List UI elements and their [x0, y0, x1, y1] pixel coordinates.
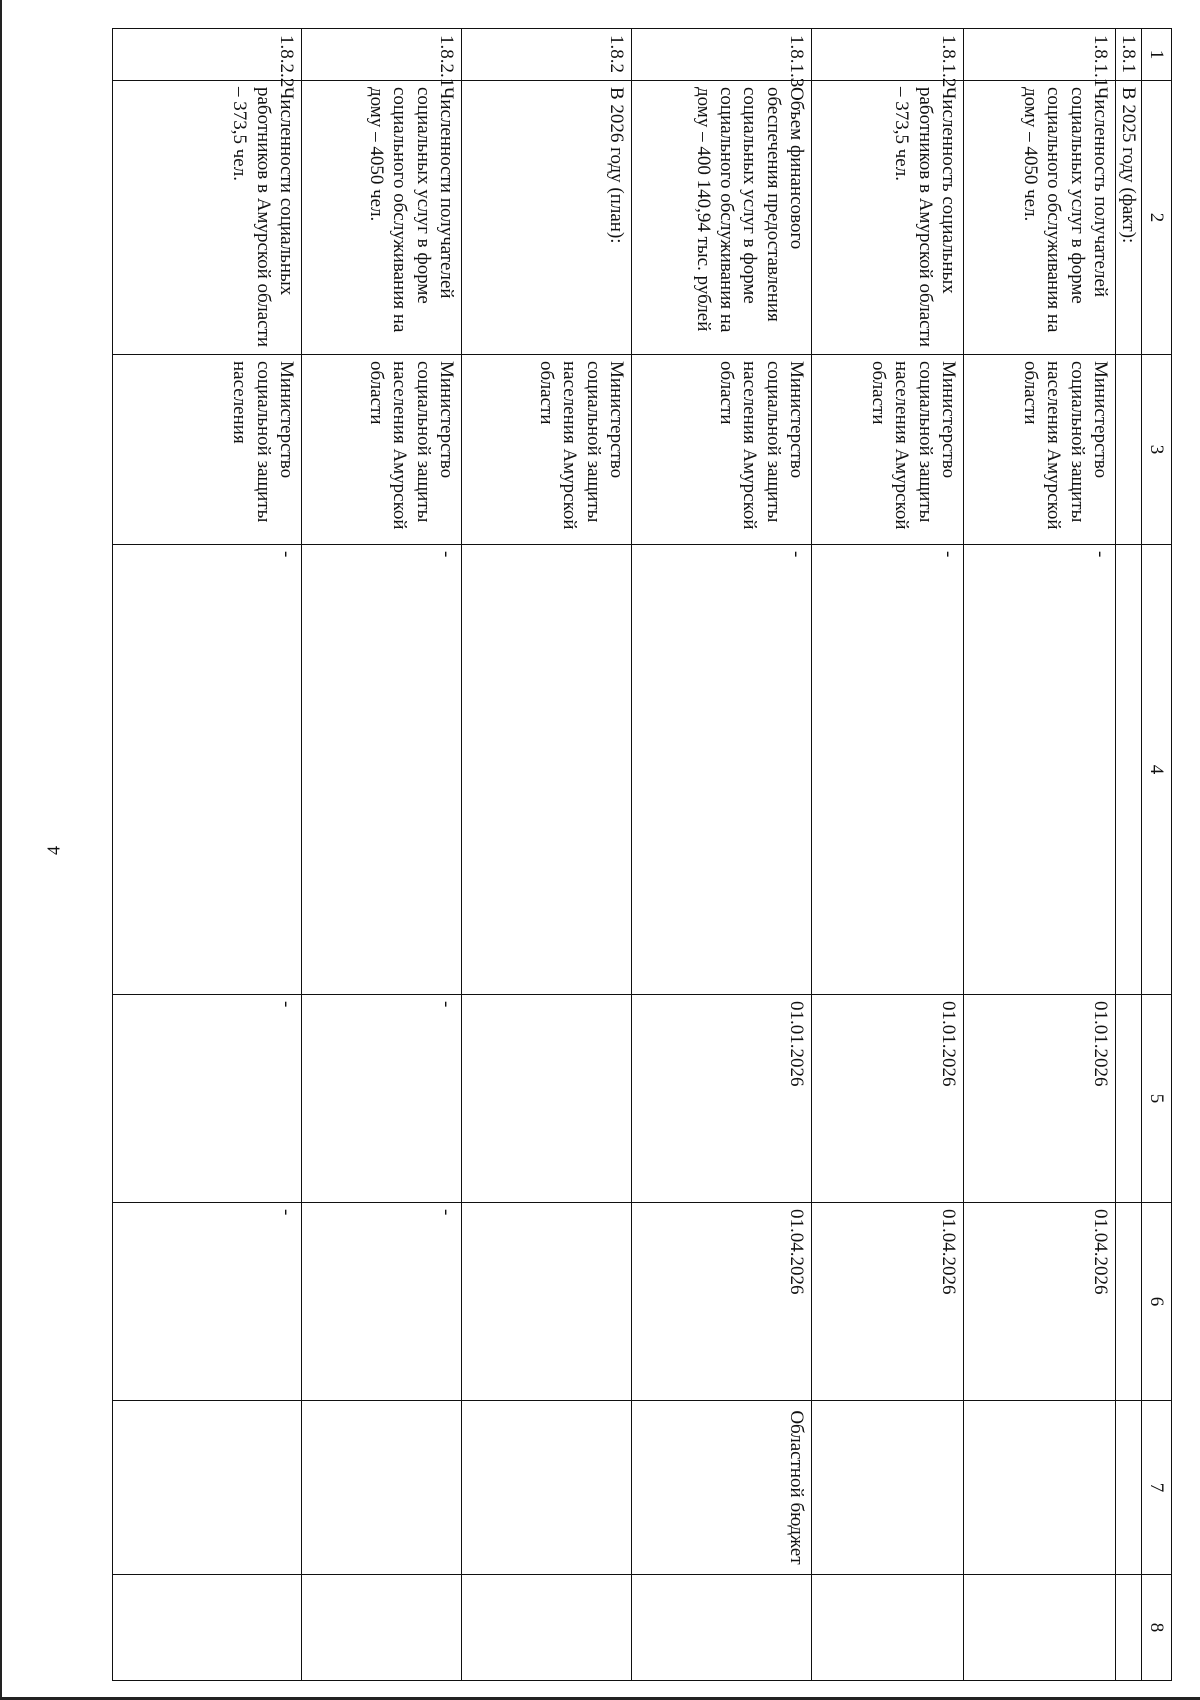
row-start-date: 01.01.2026: [631, 995, 811, 1203]
column-header: 3: [1142, 355, 1172, 545]
row-col4: -: [963, 545, 1115, 995]
row-number: 1.8.1.2: [811, 29, 963, 81]
row-col8: [461, 1575, 631, 1681]
row-description: Численность социальных работников в Амурской области – 373,5 чел.: [811, 81, 963, 355]
row-end-date: 01.04.2026: [631, 1203, 811, 1401]
row-number: 1.8.1.3: [631, 29, 811, 81]
row-funding-source: [113, 1401, 302, 1575]
row-end-date: 01.04.2026: [811, 1203, 963, 1401]
row-end-date: -: [301, 1203, 461, 1401]
row-funding-source: [963, 1401, 1115, 1575]
row-start-date: [461, 995, 631, 1203]
rotated-table-container: [112, 28, 1172, 1680]
row-description: Объем финансового обеспечения предоставления социальных услуг в форме социального обслуживания на дому – 400 140,94 тыс. рублей: [631, 81, 811, 355]
row-col8: [963, 1575, 1115, 1681]
row-start-date: -: [301, 995, 461, 1203]
row-col4: -: [811, 545, 963, 995]
row-funding-source: [811, 1401, 963, 1575]
table-row: [631, 29, 811, 1681]
header-row: [1142, 29, 1172, 1681]
row-end-date: -: [113, 1203, 302, 1401]
row-start-date: -: [113, 995, 302, 1203]
row-responsible: Министерство социальной защиты населения Амурской области: [811, 355, 963, 545]
row-funding-source: [301, 1401, 461, 1575]
row-end-date: [461, 1203, 631, 1401]
row-col8: [301, 1575, 461, 1681]
table-row: [811, 29, 963, 1681]
row-responsible: Министерство социальной защиты населения Амурской области: [301, 355, 461, 545]
column-header: 5: [1142, 995, 1172, 1203]
row-funding-source: [461, 1401, 631, 1575]
row-responsible: Министерство социальной защиты населения Амурской области: [963, 355, 1115, 545]
row-responsible: Министерство социальной защиты населения: [113, 355, 302, 545]
column-header: 1: [1142, 29, 1172, 81]
row-description: Численность получателей социальных услуг в форме социального обслуживания на дому – 4050 чел.: [963, 81, 1115, 355]
table-row: [301, 29, 461, 1681]
table-row: [113, 29, 302, 1681]
page-number: 4: [43, 846, 64, 855]
section-title: В 2025 году (факт):: [1115, 81, 1141, 355]
row-description: Численности социальных работников в Амурской области – 373,5 чел.: [113, 81, 302, 355]
row-responsible: Министерство социальной защиты населения Амурской области: [461, 355, 631, 545]
column-header: 7: [1142, 1401, 1172, 1575]
column-header: 2: [1142, 81, 1172, 355]
row-number: 1.8.1.1: [963, 29, 1115, 81]
column-header: 8: [1142, 1575, 1172, 1681]
row-end-date: 01.04.2026: [963, 1203, 1115, 1401]
row-funding-source: Областной бюджет: [631, 1401, 811, 1575]
column-header: 4: [1142, 545, 1172, 995]
row-number: 1.8.2.2: [113, 29, 302, 81]
table-row: [963, 29, 1115, 1681]
row-start-date: 01.01.2026: [963, 995, 1115, 1203]
row-number: 1.8.2: [461, 29, 631, 81]
row-description: В 2026 году (план):: [461, 81, 631, 355]
row-col8: [631, 1575, 811, 1681]
row-number: 1.8.2.1: [301, 29, 461, 81]
table-row: [461, 29, 631, 1681]
row-col4: [461, 545, 631, 995]
row-description: Численности получателей социальных услуг в форме социального обслуживания на дому – 4050 чел.: [301, 81, 461, 355]
row-col4: -: [301, 545, 461, 995]
section-row: [1115, 29, 1141, 1681]
row-col8: [113, 1575, 302, 1681]
row-col4: -: [631, 545, 811, 995]
column-header: 6: [1142, 1203, 1172, 1401]
row-responsible: Министерство социальной защиты населения Амурской области: [631, 355, 811, 545]
row-col4: -: [113, 545, 302, 995]
row-start-date: 01.01.2026: [811, 995, 963, 1203]
section-number: 1.8.1: [1115, 29, 1141, 81]
row-col8: [811, 1575, 963, 1681]
plan-table: [112, 28, 1172, 1681]
